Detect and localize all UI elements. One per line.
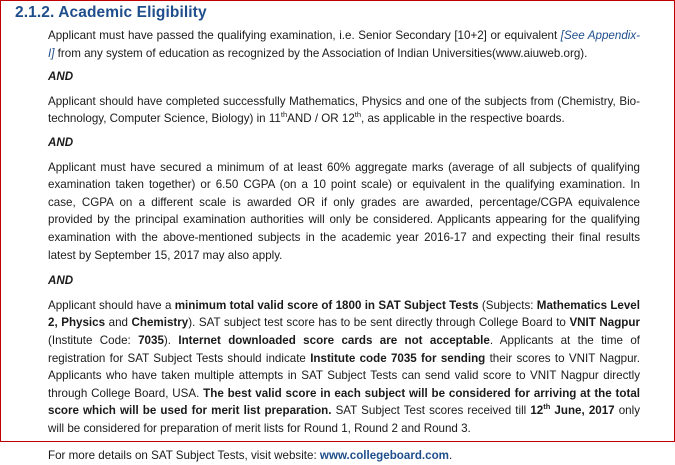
- p4-t4: ). SAT subject test score has to be sent directly through College Board to: [188, 316, 570, 330]
- p4-t6: ).: [163, 333, 179, 347]
- paragraph-sat-scores: [48, 297, 640, 438]
- p4-t7: . Applicants at the time of registration for SAT Subject Tests should indicate: [48, 333, 640, 365]
- para2-mid: AND / OR 12: [287, 112, 355, 126]
- para2-text: Applicant should have completed successfully Mathematics, Physics and one of the subjects from (Chemistry, Bio-technology, Computer Science, Biology) in 11: [48, 94, 640, 126]
- appendix-link[interactable]: [See Appendix-I]: [48, 29, 640, 60]
- p4-t10: only will be considered for preparation of merit lists for Round 1, Round 2 and Round 3.: [48, 404, 640, 435]
- paragraph-subjects: [48, 93, 640, 128]
- p4-t1: Applicant should have a: [48, 298, 175, 312]
- p4-b6: Internet downloaded score cards are not acceptable: [178, 333, 490, 347]
- and-separator-2: AND: [48, 135, 74, 149]
- p4-b4: VNIT Nagpur: [569, 316, 640, 330]
- p4-t9: SAT Subject Test scores received till: [331, 404, 531, 418]
- p4-b3: Chemistry: [131, 316, 189, 330]
- para2-sup1: th: [280, 110, 288, 120]
- paragraph-more-details: [48, 447, 640, 465]
- section-title: Academic Eligibility: [58, 4, 207, 21]
- p4-date: [530, 404, 614, 417]
- and-separator-3: AND: [48, 274, 74, 288]
- p4-t5: (Institute Code:: [48, 333, 139, 347]
- p4-t8: their scores to VNIT Nagpur. Applicants who have taken multiple attempts in SAT Subject Tests can send valid score to VNIT Nagpur directly through College Board, USA.: [48, 351, 640, 400]
- p4-b10: June, 2017: [550, 404, 615, 418]
- p4-sup: th: [543, 402, 551, 412]
- p4-b2: Mathematics Level 2, Physics: [48, 298, 640, 330]
- para2-end: , as applicable in the respective boards.: [361, 112, 565, 126]
- p4-b8: The best valid score in each subject will be considered for arriving at the total score which will be used for merit list preparation.: [48, 386, 641, 418]
- section-number: 2.1.2.: [15, 4, 55, 21]
- paragraph-qualifying-exam: [48, 27, 640, 62]
- para1-text-after: from any system of education as recognized by the Association of Indian Universities(www.aiuweb.org).: [54, 46, 588, 60]
- para5-text: For more details on SAT Subject Tests, visit website:: [48, 449, 320, 463]
- para1-text: Applicant must have passed the qualifying examination, i.e. Senior Secondary [10+2] or equivalent: [48, 29, 561, 42]
- paragraph-marks: Applicant must have secured a minimum of at least 60% aggregate marks (average of all subjects of qualifying examination taken together) or 6.50 CGPA (on a 10 point scale) or equivalent in the qualifying examination. In case, CGPA on a different scale is awarded OR if only grades are awarded, percentage/CGPA equivalence provided by the principal examination authorities will only be considered. Applicants appearing for the qualifying examination with the above-mentioned subjects in the academic year 2016-17 and expecting their final results latest by September 15, 2017 may also apply.: [48, 160, 640, 262]
- p4-b7: Institute code 7035 for sending: [310, 351, 486, 365]
- section-heading: [15, 4, 207, 22]
- p4-t3: and: [105, 316, 132, 330]
- para2-sup2: th: [354, 110, 362, 120]
- p4-b1: minimum total valid score of 1800 in SAT Subject Tests: [174, 298, 479, 312]
- collegeboard-link[interactable]: www.collegeboard.com: [319, 449, 449, 463]
- p4-b5: 7035: [138, 333, 164, 347]
- p4-t2: (Subjects:: [478, 298, 537, 312]
- p4-b9: 12: [530, 404, 544, 418]
- and-separator-1: AND: [48, 70, 74, 84]
- para5-end: .: [448, 449, 453, 463]
- document-body: [48, 27, 640, 465]
